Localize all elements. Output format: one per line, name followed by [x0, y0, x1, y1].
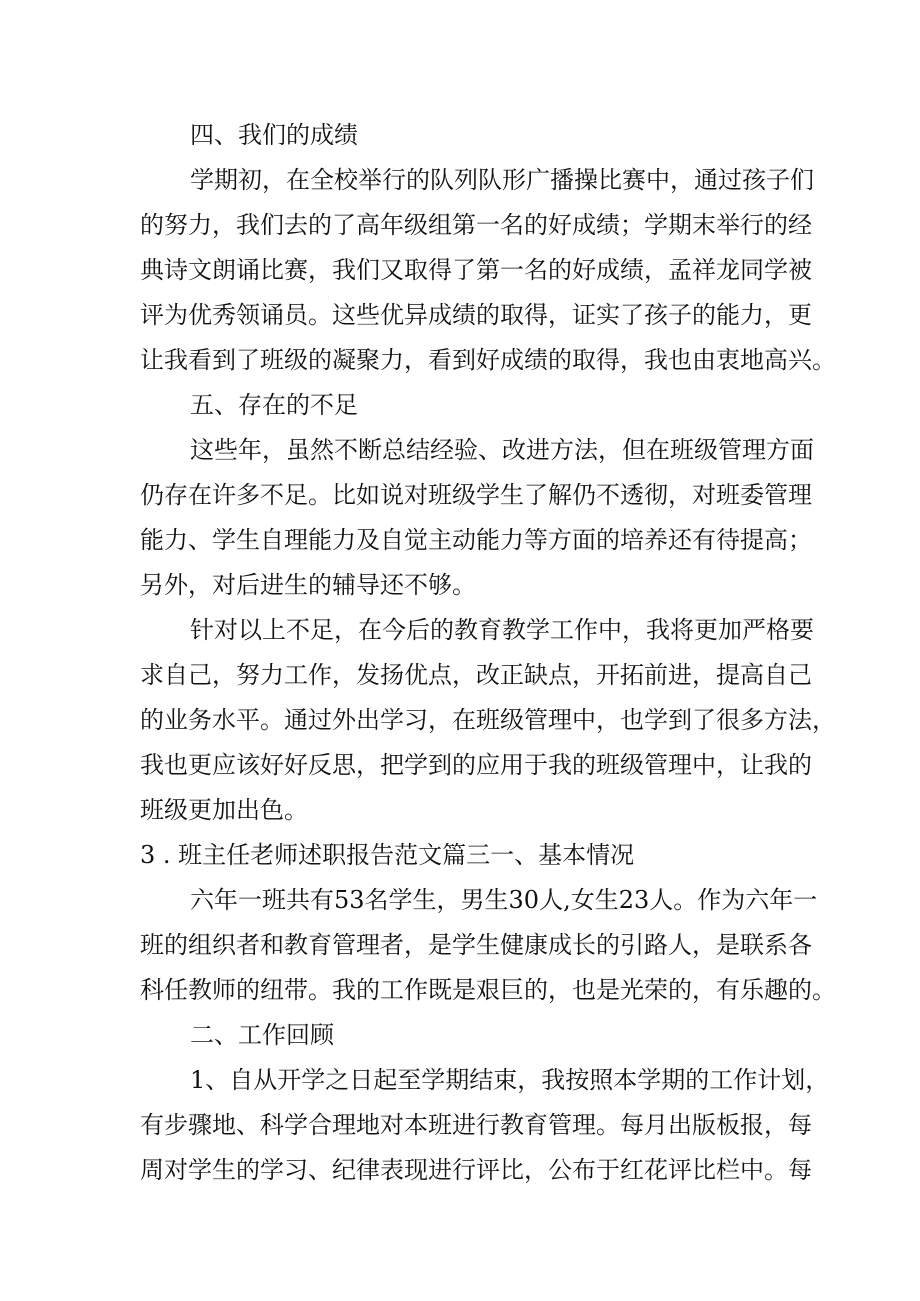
- text-line: 让我看到了班级的凝聚力，看到好成绩的取得，我也由衷地高兴。: [140, 346, 836, 374]
- text-line: 1、自从开学之日起至学期结束，我按照本学期的工作计划，: [190, 1066, 830, 1094]
- text-line: 二、工作回顾: [190, 1021, 334, 1049]
- text-line: 我也更应该好好反思，把学到的应用于我的班级管理中，让我的: [140, 751, 812, 779]
- text-line: 的业务水平。通过外出学习，在班级管理中，也学到了很多方法，: [140, 706, 836, 734]
- text-line: 六年一班共有53名学生，男生30人,女生23人。作为六年一: [190, 886, 818, 914]
- text-line: 学期初，在全校举行的队列队形广播操比赛中，通过孩子们: [190, 166, 814, 194]
- text-line: 3 . 班主任老师述职报告范文篇三一、基本情况: [140, 841, 635, 869]
- text-line: 有步骤地、科学合理地对本班进行教育管理。每月出版板报，每: [140, 1111, 812, 1139]
- text-line: 班的组织者和教育管理者，是学生健康成长的引路人，是联系各: [140, 931, 812, 959]
- text-line: 另外，对后进生的辅导还不够。: [140, 571, 476, 599]
- text-line: 的努力，我们去的了高年级组第一名的好成绩；学期末举行的经: [140, 211, 812, 239]
- text-line: 周对学生的学习、纪律表现进行评比，公布于红花评比栏中。每: [140, 1156, 812, 1184]
- text-line: 仍存在许多不足。比如说对班级学生了解仍不透彻，对班委管理: [140, 481, 812, 509]
- text-line: 求自己，努力工作，发扬优点，改正缺点，开拓前进，提高自己: [140, 661, 812, 689]
- text-line: 这些年，虽然不断总结经验、改进方法，但在班级管理方面: [190, 436, 814, 464]
- document-body: [140, 113, 836, 1193]
- text-line: 五、存在的不足: [190, 391, 358, 419]
- text-line: 针对以上不足，在今后的教育教学工作中，我将更加严格要: [190, 616, 814, 644]
- text-line: 评为优秀领诵员。这些优异成绩的取得，证实了孩子的能力，更: [140, 301, 812, 329]
- text-line: 班级更加出色。: [140, 796, 308, 824]
- text-line: 典诗文朗诵比赛，我们又取得了第一名的好成绩，孟祥龙同学被: [140, 256, 812, 284]
- text-line: 科任教师的纽带。我的工作既是艰巨的，也是光荣的，有乐趣的。: [140, 976, 836, 1004]
- text-line: 能力、学生自理能力及自觉主动能力等方面的培养还有待提高；: [140, 526, 812, 554]
- text-line: 四、我们的成绩: [190, 121, 358, 149]
